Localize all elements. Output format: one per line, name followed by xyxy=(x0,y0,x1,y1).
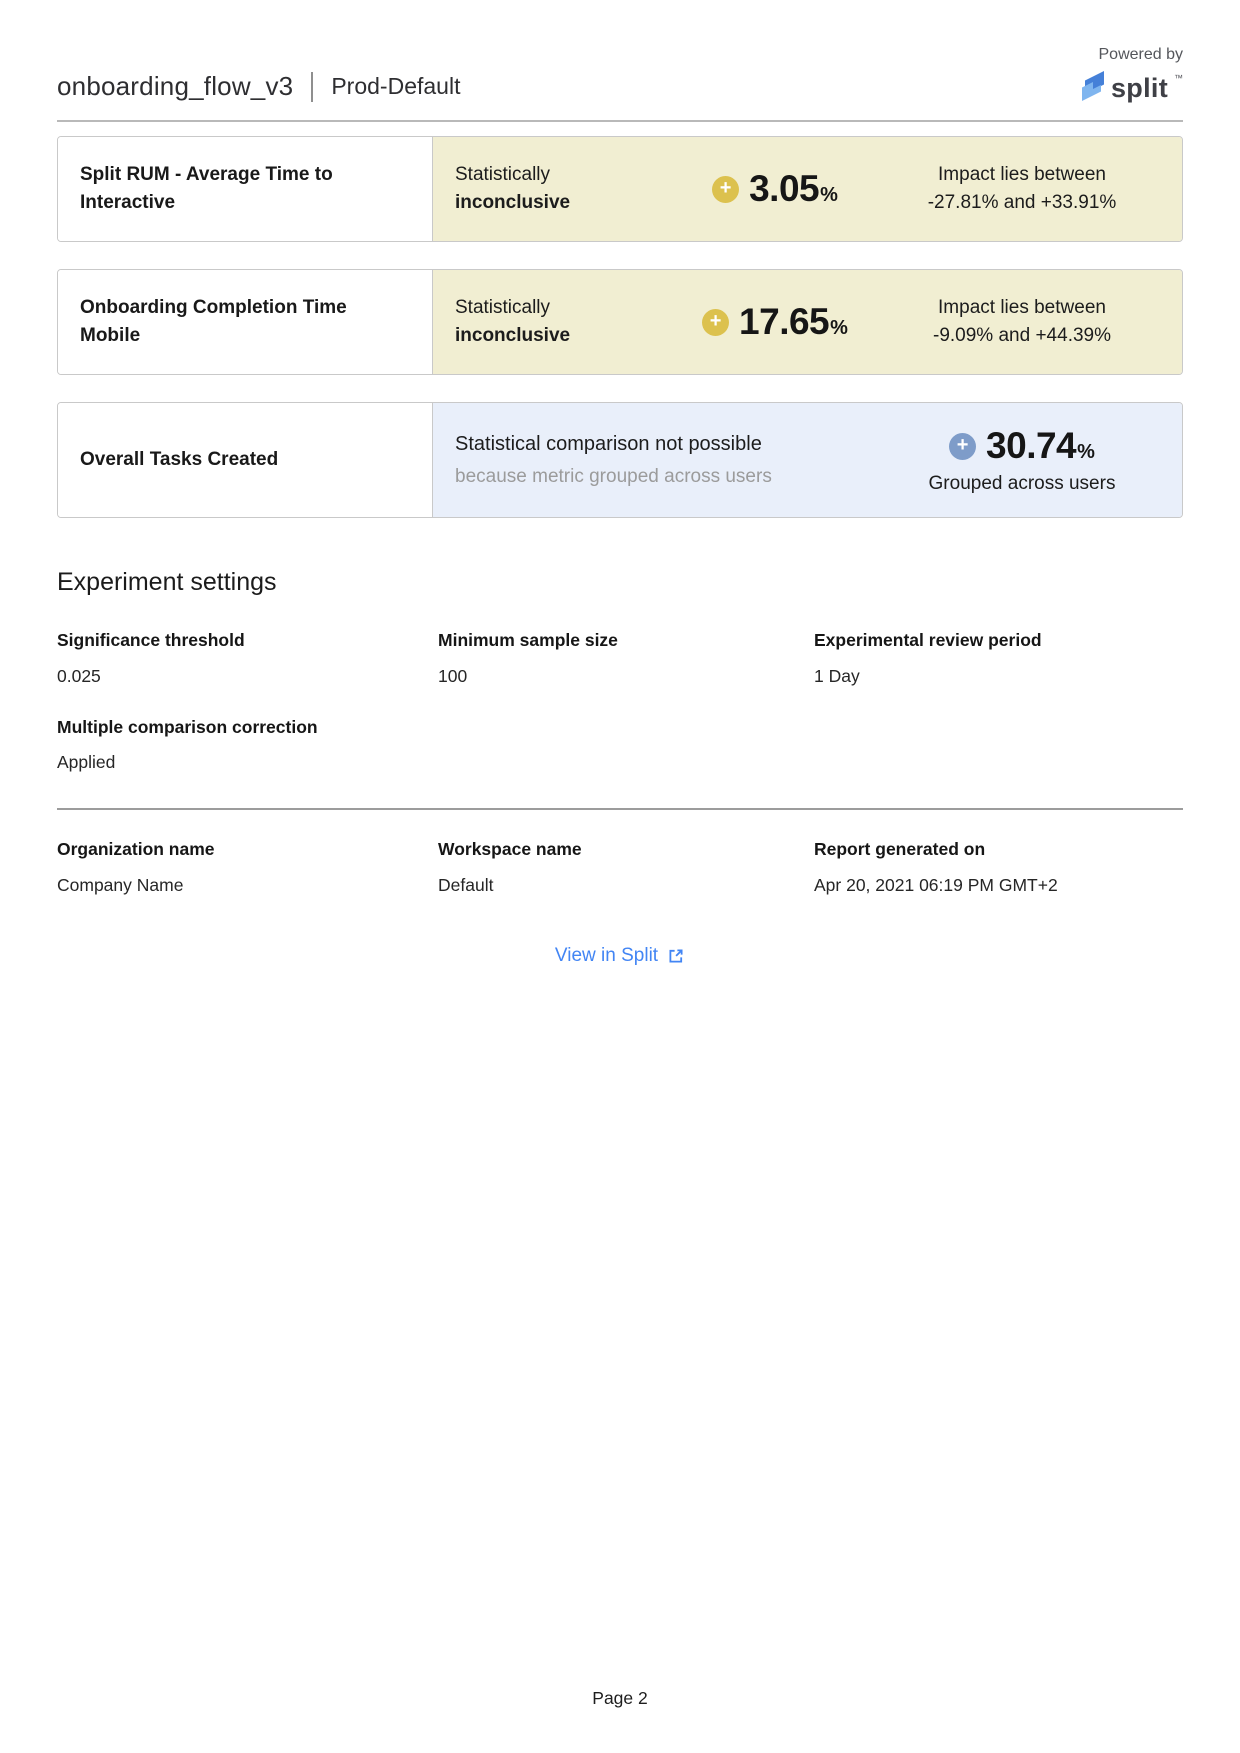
metric-name: Overall Tasks Created xyxy=(80,448,279,470)
info-value: Apr 20, 2021 06:19 PM GMT+2 xyxy=(814,874,1058,895)
info-label: Workspace name xyxy=(438,839,582,859)
info-report-generated-on xyxy=(814,838,1183,897)
metric-status xyxy=(455,294,663,349)
split-logo xyxy=(1080,71,1183,106)
view-in-split-link[interactable] xyxy=(555,945,685,967)
setting-label: Minimum sample size xyxy=(438,630,618,650)
metric-name: Split RUM - Average Time to Interactive xyxy=(80,163,333,213)
metric-card-split-rum xyxy=(57,136,1183,242)
experiment-settings-grid xyxy=(57,629,1183,688)
experiment-title-row xyxy=(57,71,460,106)
view-in-split-label: View in Split xyxy=(554,944,659,966)
metric-cards xyxy=(57,136,1183,518)
setting-multiple-comparison-correction xyxy=(57,716,438,775)
split-wordmark: split xyxy=(1110,73,1168,103)
plus-icon: + xyxy=(702,309,729,336)
plus-icon: + xyxy=(949,433,976,460)
setting-label: Multiple comparison correction xyxy=(57,716,318,737)
setting-minimum-sample-size xyxy=(438,629,814,688)
info-label: Organization name xyxy=(57,839,215,859)
setting-significance-threshold xyxy=(57,629,438,688)
info-value: Company Name xyxy=(57,874,184,895)
view-link-row xyxy=(57,945,1183,967)
experiment-settings-title: Experiment settings xyxy=(57,568,277,596)
info-workspace-name xyxy=(438,838,814,897)
metric-card-overall-tasks xyxy=(57,402,1183,518)
setting-value: Applied xyxy=(57,752,116,773)
metric-card-onboarding-completion xyxy=(57,269,1183,375)
setting-value: 100 xyxy=(438,665,468,686)
split-logo-icon xyxy=(1080,71,1106,106)
status-line: Statistically xyxy=(455,164,551,186)
status-line-emphasis: inconclusive xyxy=(455,325,571,346)
experiment-settings-grid-row2 xyxy=(57,716,1183,775)
impact-value: 30.74 xyxy=(986,425,1077,466)
info-value: Default xyxy=(438,874,494,895)
report-info-grid xyxy=(57,838,1183,897)
status-line: Statistically xyxy=(455,297,551,319)
setting-label: Significance threshold xyxy=(57,630,245,650)
external-link-icon xyxy=(667,947,685,965)
status-line-emphasis: inconclusive xyxy=(455,192,571,213)
impact-range-line2: -9.09% and +44.39% xyxy=(933,325,1111,346)
metric-name-cell xyxy=(58,403,433,517)
impact-unit: % xyxy=(830,317,848,339)
impact-range-line1: Impact lies between xyxy=(938,296,1106,318)
plus-icon: + xyxy=(712,176,739,203)
impact-range-line2: -27.81% and +33.91% xyxy=(927,192,1117,213)
experiment-name: onboarding_flow_v3 xyxy=(57,71,294,101)
metric-result-cell xyxy=(433,270,1182,374)
section-divider xyxy=(57,808,1183,810)
header-divider xyxy=(57,120,1183,122)
metric-name-cell xyxy=(58,270,433,374)
impact-value: 3.05 xyxy=(749,168,820,209)
powered-by-label: Powered by xyxy=(1098,46,1183,63)
impact-range-line1: Impact lies between xyxy=(938,163,1106,185)
setting-label: Experimental review period xyxy=(814,630,1042,650)
page-number: Page 2 xyxy=(592,1688,648,1708)
metric-result-cell xyxy=(433,137,1182,241)
status-reason: because metric grouped across users xyxy=(455,465,772,487)
environment-name: Prod-Default xyxy=(331,73,461,99)
impact-range xyxy=(887,161,1157,218)
metric-value-group xyxy=(663,301,887,343)
metric-status xyxy=(455,430,887,491)
metric-value-group xyxy=(887,425,1157,495)
setting-review-period xyxy=(814,629,1183,688)
metric-name: Onboarding Completion Time Mobile xyxy=(80,296,347,346)
info-organization-name xyxy=(57,838,438,897)
title-divider xyxy=(311,72,313,102)
metric-value-group xyxy=(663,168,887,210)
report-header xyxy=(57,0,1183,106)
impact-value: 17.65 xyxy=(739,301,830,342)
impact-unit: % xyxy=(820,184,838,206)
metric-name-cell xyxy=(58,137,433,241)
split-trademark: ™ xyxy=(1174,73,1183,83)
impact-range xyxy=(887,294,1157,351)
impact-unit: % xyxy=(1077,441,1095,463)
grouped-note: Grouped across users xyxy=(928,473,1116,494)
setting-value: 0.025 xyxy=(57,665,101,686)
metric-status xyxy=(455,161,663,216)
metric-result-cell xyxy=(433,403,1182,517)
setting-value: 1 Day xyxy=(814,665,860,686)
info-label: Report generated on xyxy=(814,839,986,859)
status-line: Statistical comparison not possible xyxy=(455,432,762,455)
